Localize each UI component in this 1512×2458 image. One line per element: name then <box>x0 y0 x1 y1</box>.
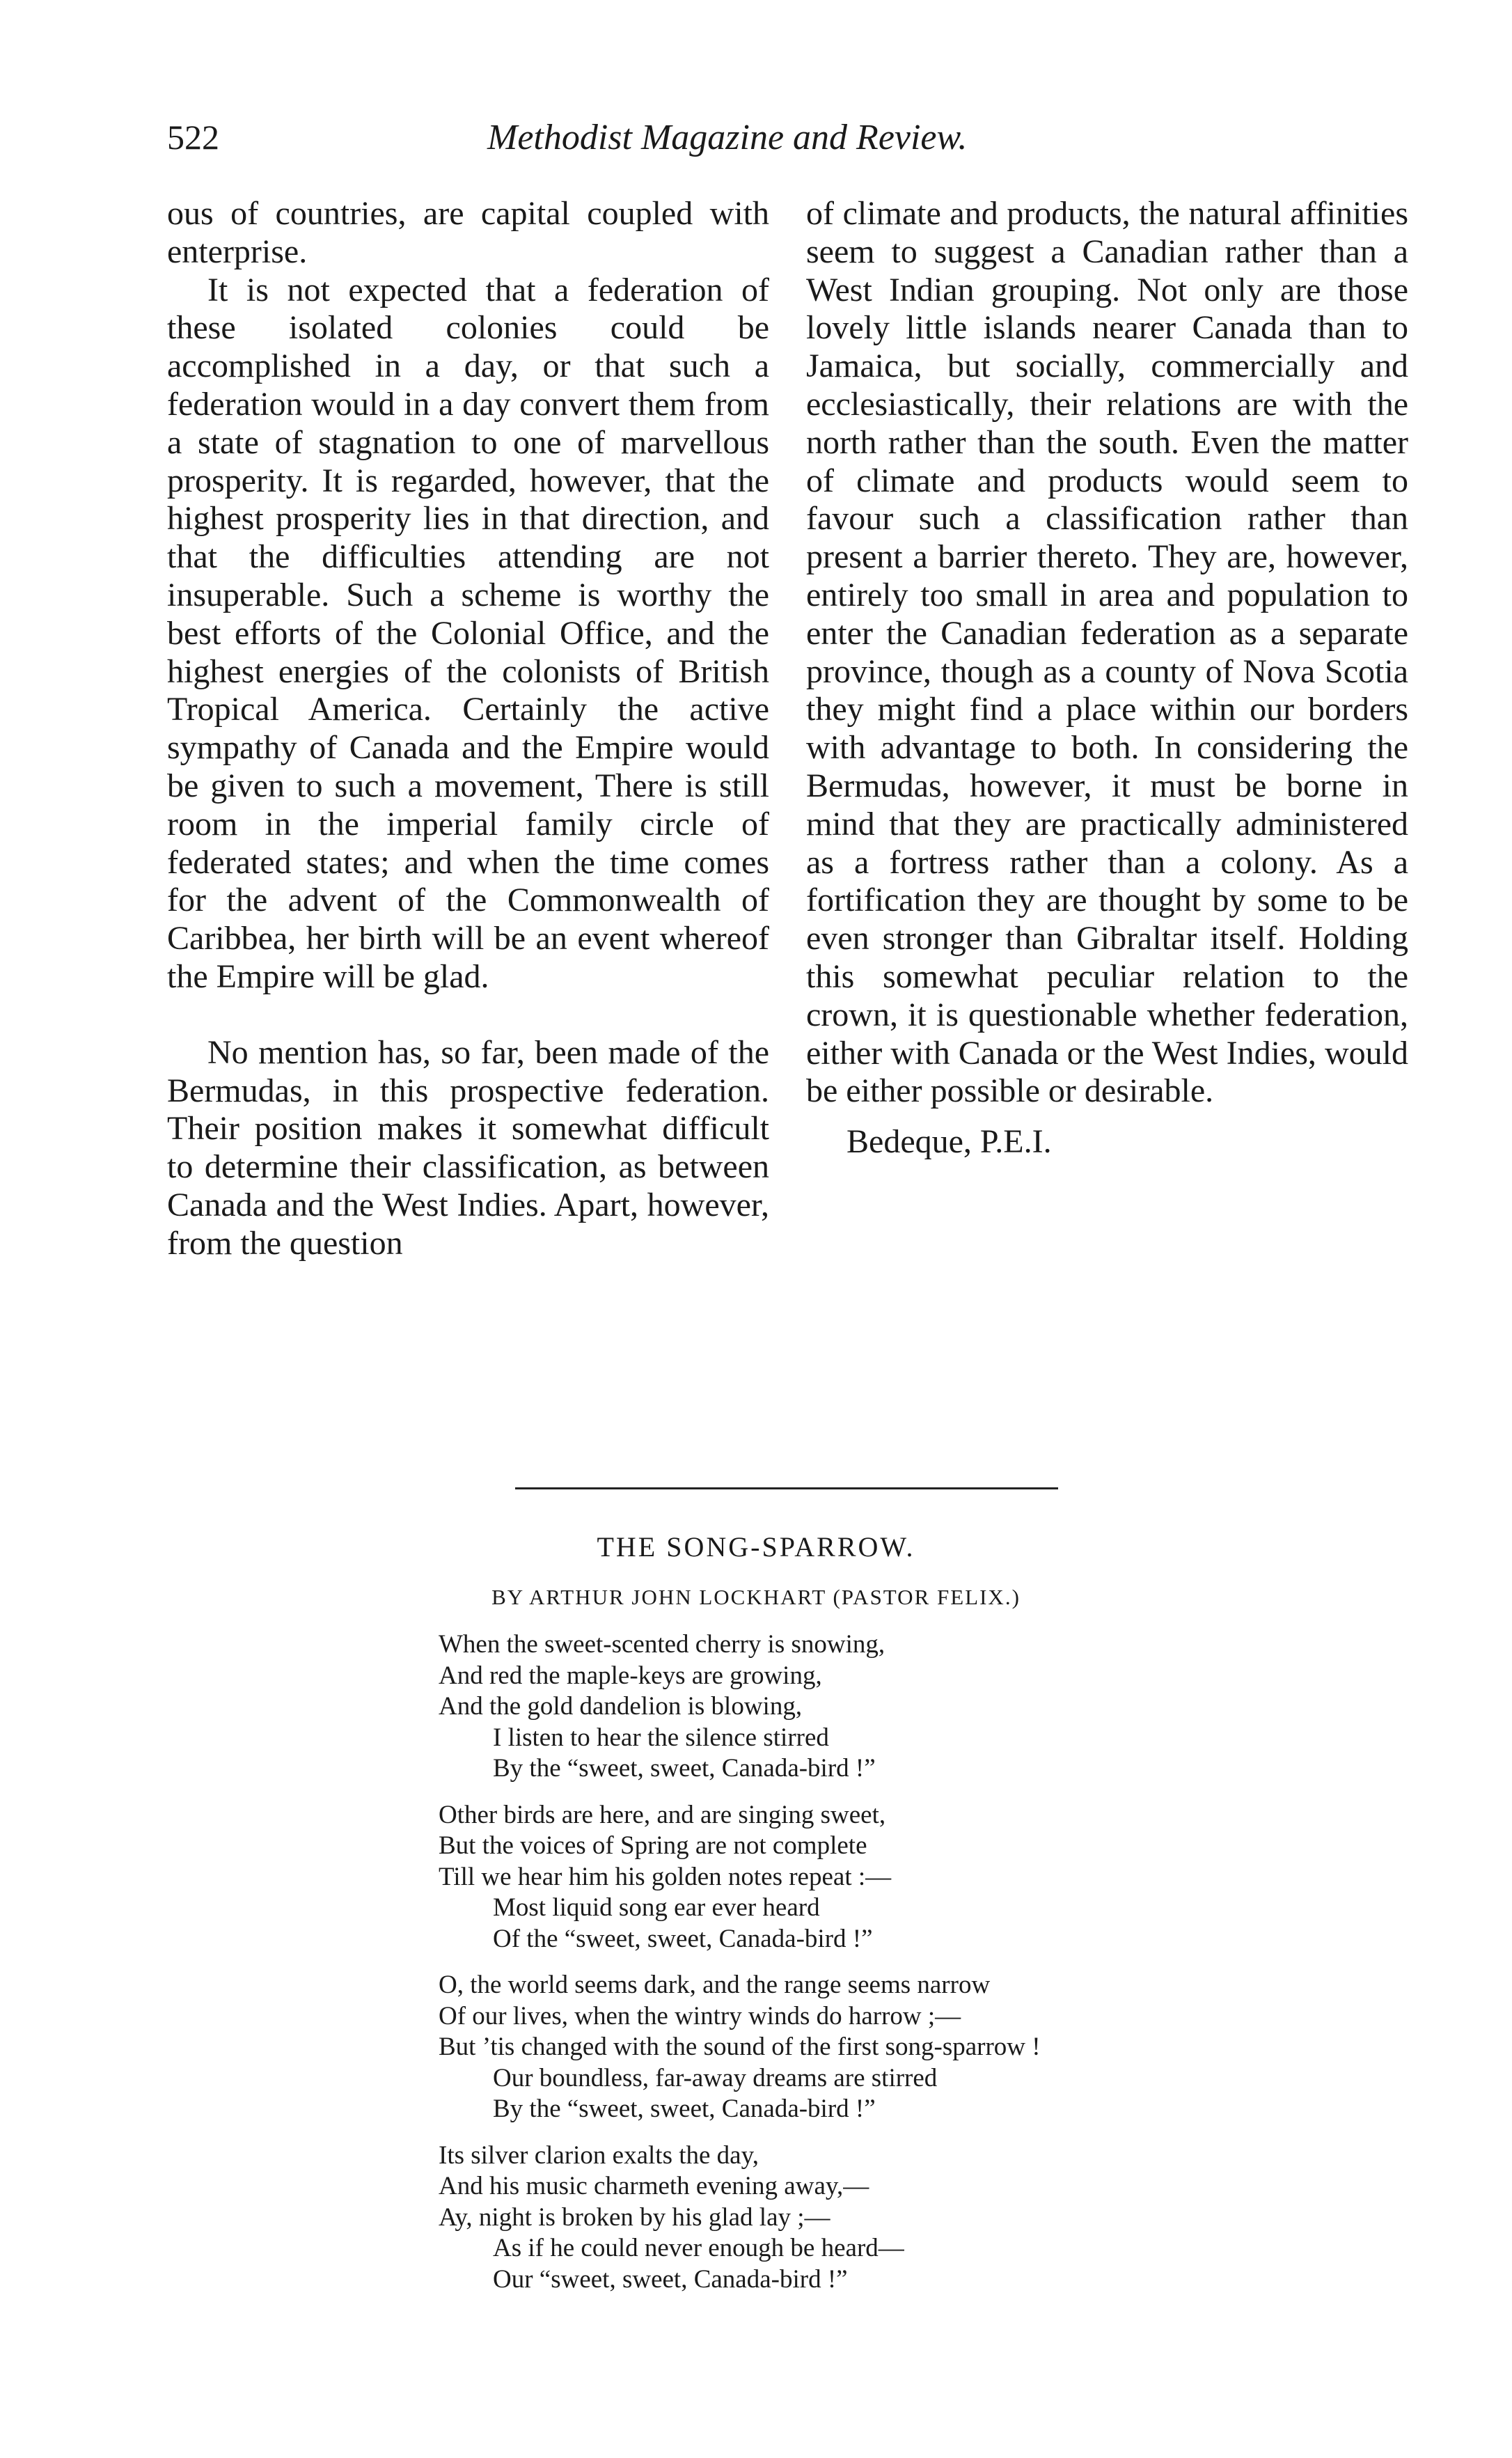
paragraph-climate: of climate and products, the natural affinities seem to suggest a Canadian rather than a West Indian grouping. Not only are those lovely little islands nearer Canada than to Jamaica, but socially, commercially and ecclesiastically, their relations are with the north rather than the south. Even the matter of climate and products would seem to favour such a classification rather than present a barrier thereto. They are, however, entirely too small in area and population to enter the Canadian federation as a separate province, though as a county of Nova Scotia they might find a place within our borders with advantage to both. In considering the Bermudas, however, it must be borne in mind that they are practically administered as a fortress rather than a colony. As a fortification they are thought by some to be even stronger than Gibraltar itself. Holding this somewhat peculiar relation to the crown, it is questionable whether federation, either with Canada or the West Indies, would be either possible or desirable. <box>806 195 1408 1110</box>
stanza-2 <box>439 1800 1413 1955</box>
left-column <box>167 195 769 1263</box>
stanza-4 <box>439 2140 1413 2296</box>
poem-byline: BY ARTHUR JOHN LOCKHART (PASTOR FELIX.) <box>491 1585 1021 1609</box>
stanza-1 <box>439 1629 1413 1785</box>
poem-line: By the “sweet, sweet, Canada-bird !” <box>493 2095 876 2123</box>
running-title: Methodist Magazine and Review. <box>487 118 968 157</box>
poem-line: Of our lives, when the wintry winds do harrow ;— <box>439 2001 961 2030</box>
poem-line: Other birds are here, and are singing sweet, <box>439 1800 886 1829</box>
poem-line: Our “sweet, sweet, Canada-bird !” <box>493 2264 848 2294</box>
poem-line: I listen to hear the silence stirred <box>493 1723 829 1752</box>
poem-title: THE SONG-SPARROW. <box>597 1531 915 1563</box>
poem-line: Its silver clarion exalts the day, <box>439 2140 759 2170</box>
poem-line: By the “sweet, sweet, Canada-bird !” <box>493 1754 876 1783</box>
stanza-3 <box>439 1970 1413 2125</box>
poem-line: And red the maple-keys are growing, <box>439 1661 822 1690</box>
section-divider <box>515 1487 1058 1489</box>
poem <box>439 1629 1413 2310</box>
poem-line: Most liquid song ear ever heard <box>493 1893 820 1922</box>
poem-line: Of the “sweet, sweet, Canada-bird !” <box>493 1924 873 1953</box>
paragraph-bermudas: No mention has, so far, been made of the Bermudas, in this prospective federation. Their position makes it somewhat difficult to determine their classification, as between Canada and the West Indies. Apart, however, from the question <box>167 1033 769 1262</box>
poem-line: As if he could never enough be heard— <box>493 2234 904 2262</box>
poem-line: Till we hear him his golden notes repeat :— <box>439 1862 892 1891</box>
page-number: 522 <box>167 118 219 157</box>
poem-line: And the gold dandelion is blowing, <box>439 1692 803 1721</box>
poem-line: Our boundless, far-away dreams are stirred <box>493 2063 938 2092</box>
paragraph-federation: It is not expected that a federation of these isolated colonies could be accomplished in a day, or that such a federation would in a day convert them from a state of stagnation to one of marvellous prosperity. It is regarded, however, that the highest prosperity lies in that direction, and that the difficulties attending are not insuperable. Such a scheme is worthy the best efforts of the Colonial Office, and the highest energies of the colonists of British Tropical America. Certainly the active sympathy of Canada and the Empire would be given to such a movement, There is still room in the imperial family circle of federated states; and when the time comes for the advent of the Commonwealth of Caribbea, her birth will be an event whereof the Empire will be glad. <box>167 271 769 995</box>
paragraph-continuation: ous of countries, are capital coupled with enterprise. <box>167 195 769 270</box>
signature: Bedeque, P.E.I. <box>846 1123 1052 1161</box>
poem-line: And his music charmeth evening away,— <box>439 2172 869 2200</box>
poem-line: Ay, night is broken by his glad lay ;— <box>439 2202 830 2232</box>
poem-line: When the sweet-scented cherry is snowing, <box>439 1630 885 1659</box>
poem-line: O, the world seems dark, and the range seems narrow <box>439 1971 991 1999</box>
page-header <box>167 117 1392 180</box>
poem-line: But ’tis changed with the sound of the first song-sparrow ! <box>439 2033 1041 2061</box>
right-column <box>806 195 1408 1161</box>
poem-line: But the voices of Spring are not complete <box>439 1831 867 1860</box>
